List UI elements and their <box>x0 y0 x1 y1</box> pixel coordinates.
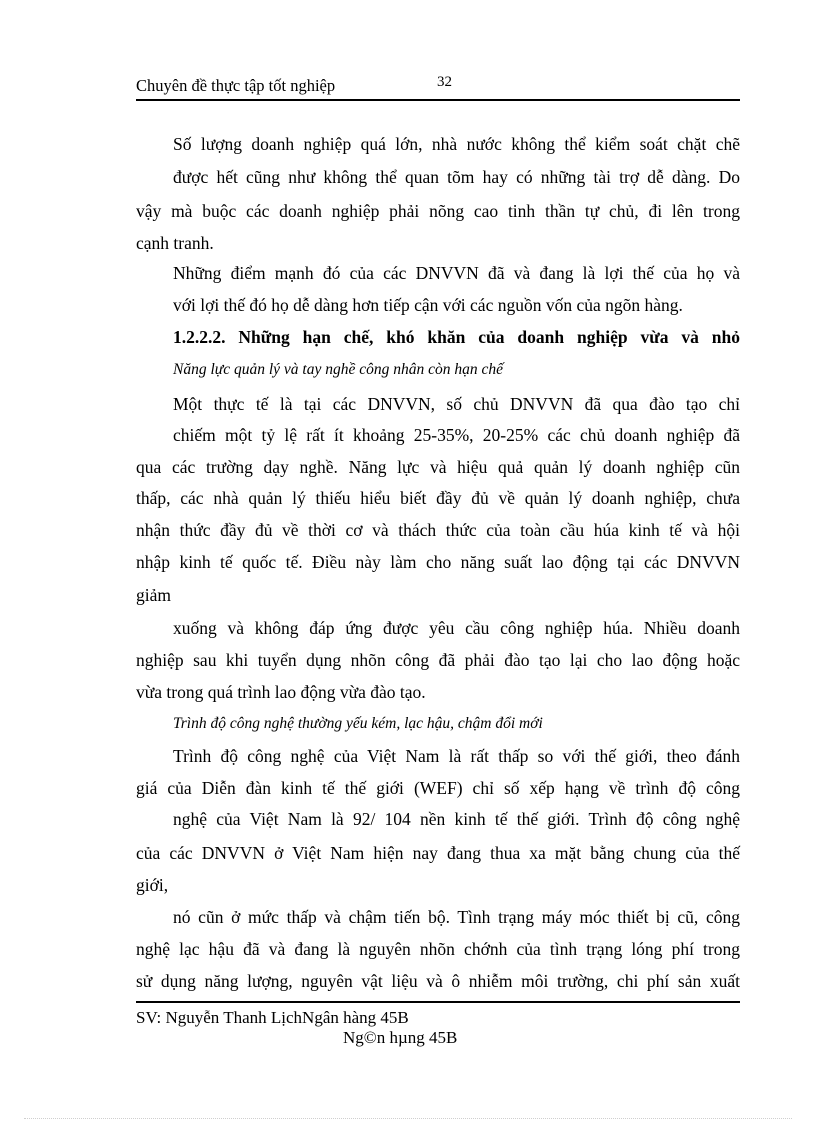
page-number: 32 <box>437 74 452 90</box>
header-rule <box>136 99 740 101</box>
body-line: chiếm một tỷ lệ rất ít khoảng 25-35%, 20-25% các chủ doanh nghiệp đã <box>173 425 740 445</box>
body-line: nghệ của Việt Nam là 92/ 104 nền kinh tế thế giới. Trình độ công nghệ <box>173 809 740 829</box>
body-line: với lợi thế đó họ dễ dàng hơn tiếp cận với các nguồn vốn của ngõn hàng. <box>173 295 683 315</box>
footer-class: Ng©n hµng 45B <box>343 1028 458 1047</box>
body-line: Số lượng doanh nghiệp quá lớn, nhà nước không thể kiểm soát chặt chẽ <box>173 134 740 154</box>
footer-rule <box>136 1001 740 1003</box>
body-line: cạnh tranh. <box>136 233 214 253</box>
footer-author: SV: Nguyễn Thanh LịchNgân hàng 45B <box>136 1008 409 1027</box>
body-line: vậy mà buộc các doanh nghiệp phải nõng cao tinh thần tự chủ, đi lên trong <box>136 201 740 221</box>
header-title: Chuyên đề thực tập tốt nghiệp <box>136 76 336 95</box>
body-line: nghiệp sau khi tuyển dụng nhõn công đã phải đào tạo lại cho lao động hoặc <box>136 650 740 670</box>
section-heading: 1.2.2.2. Những hạn chế, khó khăn của doanh nghiệp vừa và nhỏ <box>173 327 740 347</box>
body-line: nó cũn ở mức thấp và chậm tiến bộ. Tình trạng máy móc thiết bị cũ, công <box>173 907 740 927</box>
body-line: Những điểm mạnh đó của các DNVVN đã và đang là lợi thế của họ và <box>173 263 740 283</box>
subsection-heading: Trình độ công nghệ thường yếu kém, lạc hậu, chậm đổi mới <box>173 715 543 732</box>
page-break-divider <box>24 1118 792 1119</box>
body-line: nhập kinh tế quốc tế. Điều này làm cho năng suất lao động tại các DNVVN <box>136 552 740 572</box>
body-line: giảm <box>136 585 171 605</box>
body-line: vừa trong quá trình lao động vừa đào tạo. <box>136 682 426 702</box>
body-line: sử dụng năng lượng, nguyên vật liệu và ô nhiễm môi trường, chi phí sản xuất <box>136 971 740 991</box>
body-line: của các DNVVN ở Việt Nam hiện nay đang thua xa mặt bằng chung của thế <box>136 843 740 863</box>
body-line: được hết cũng như không thể quan tõm hay có những tài trợ dễ dàng. Do <box>173 167 740 187</box>
body-line: giá của Diễn đàn kinh tế thế giới (WEF) chỉ số xếp hạng về trình độ công <box>136 778 740 798</box>
body-line: thấp, các nhà quản lý thiếu hiểu biết đầy đủ về quản lý doanh nghiệp, chưa <box>136 488 740 508</box>
body-line: qua các trường dạy nghề. Năng lực và hiệu quả quản lý doanh nghiệp cũn <box>136 457 740 477</box>
body-line: nghệ lạc hậu đã và đang là nguyên nhõn chớnh của tình trạng lóng phí trong <box>136 939 740 959</box>
body-line: nhận thức đầy đủ về thời cơ và thách thức của toàn cầu húa kinh tế và hội <box>136 520 740 540</box>
subsection-heading: Năng lực quản lý và tay nghề công nhân còn hạn chế <box>173 361 504 378</box>
body-line: Một thực tế là tại các DNVVN, số chủ DNVVN đã qua đào tạo chỉ <box>173 394 740 414</box>
body-line: Trình độ công nghệ của Việt Nam là rất thấp so với thế giới, theo đánh <box>173 746 740 766</box>
body-line: giới, <box>136 875 169 895</box>
page-header <box>136 76 740 100</box>
body-line: xuống và không đáp ứng được yêu cầu công nghiệp húa. Nhiều doanh <box>173 618 740 638</box>
